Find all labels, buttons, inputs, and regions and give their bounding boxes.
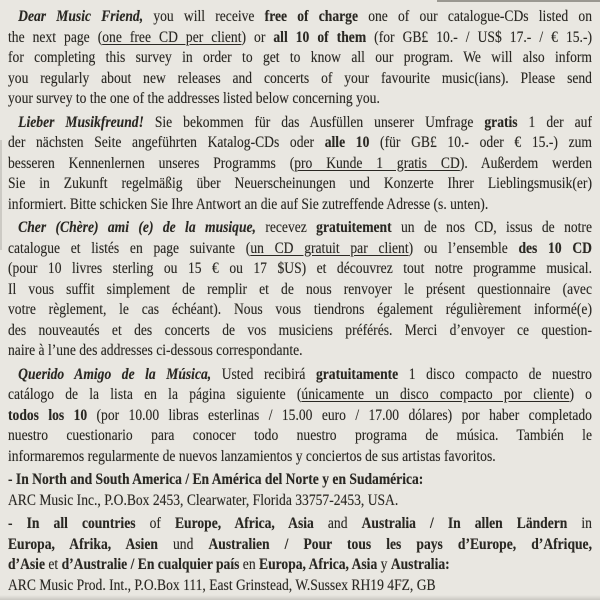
text-segment: Australia / In allen Ländern — [361, 515, 568, 532]
text-segment: d’Australie / En cualquier país — [61, 556, 240, 573]
text-line — [8, 69, 592, 90]
text-segment: nuestro cuestionario para conocer todo nuestro programa de música. También le — [8, 427, 592, 444]
text-line — [8, 341, 592, 362]
text-line — [8, 154, 592, 175]
text-segment: free of charge — [264, 8, 358, 25]
text-line — [8, 385, 592, 406]
text-segment: und — [157, 535, 209, 553]
text-segment: ) ou l’ensemble — [408, 239, 519, 257]
text-segment: - In North and South America / En América del Norte y en Sudamérica: — [8, 471, 424, 488]
text-line — [8, 89, 592, 110]
text-segment: informaremos regularmente de nuevos lanzamientos y conciertos de sus artistas favoritos. — [8, 447, 496, 465]
text-segment: ARC Music Inc., P.O.Box 2453, Clearwater, Florida 33757-2453, USA. — [8, 491, 399, 509]
paragraph-address-rest-of-world — [8, 514, 592, 596]
text-segment: Querido Amigo de la Música, — [18, 365, 212, 383]
text-line — [8, 239, 592, 260]
text-segment: todos los 10 — [8, 406, 88, 424]
text-line — [8, 426, 592, 447]
text-segment: gratuitement — [316, 219, 392, 236]
text-segment: (pour 10 livres sterling ou 15 € ou 17 $US) et découvrez tout notre programme musical. — [8, 260, 592, 277]
text-line — [8, 470, 592, 491]
text-segment: Australien / Pour tous les pays d’Europe, d’Afrique, — [208, 535, 592, 553]
text-segment: one free CD per client — [102, 28, 242, 46]
text-line — [8, 195, 592, 216]
text-segment: d’Asie — [8, 556, 45, 573]
text-segment: gratuitamente — [315, 365, 399, 383]
text-line — [8, 280, 592, 301]
text-segment: votre règlement, le cas échéant). Nous vous tiendrons également régulièrement informé(e) — [8, 301, 592, 318]
text-segment: (für GB£ 10.- oder € 15.-) zum — [369, 134, 592, 151]
text-segment: Dear Music Friend, — [18, 8, 144, 25]
text-segment: your survey to the one of the addresses listed below concerning you. — [8, 90, 380, 107]
text-segment: únicamente un disco compacto por cliente — [301, 386, 570, 403]
text-line — [8, 259, 592, 280]
text-segment: gratis — [484, 113, 518, 131]
text-segment: ) o — [569, 386, 592, 403]
text-segment: informiert. Bitte schicken Sie Ihre Antwort an die auf Sie zutreffende Adresse (s. unten). — [8, 195, 489, 213]
text-segment: catálogo de la lista en la página siguiente ( — [8, 386, 302, 403]
text-line — [8, 535, 592, 556]
text-segment: y — [377, 556, 391, 573]
text-segment: you will receive — [143, 8, 265, 25]
text-segment: naire à l’une des addresses ci-dessous correspondante. — [8, 342, 303, 359]
text-segment: - In all countries — [8, 515, 136, 532]
text-segment: (for GB£ 10.- / US$ 17.- / € 15.-) — [366, 28, 592, 46]
text-line — [8, 447, 592, 468]
text-segment: alle 10 — [324, 134, 370, 151]
text-segment: and — [313, 515, 362, 532]
paragraph-french-intro — [8, 218, 592, 362]
text-line — [8, 576, 592, 597]
text-segment: Europa, Afrika, Asien — [8, 535, 158, 553]
text-segment: ARC Music Prod. Int., P.O.Box 111, East Grinstead, W.Sussex RH19 4FZ, GB — [8, 576, 436, 594]
document-page — [8, 7, 592, 596]
text-line — [8, 48, 592, 69]
text-segment: besseren Kennenlernen unseres Programms ( — [8, 154, 295, 172]
text-segment: one of our catalogue-CDs listed on — [357, 8, 592, 25]
scan-artifact-top-edge — [437, 0, 600, 2]
text-segment: catalogue et listés en page suivante ( — [8, 239, 251, 257]
text-line — [8, 365, 592, 386]
text-segment: Lieber Musikfreund! — [18, 113, 144, 131]
text-segment: Sie in Zukunft regelmäßig über Neuerscheinungen und Konzerte Ihrer Lieblingsmusik(er) — [8, 175, 592, 192]
text-segment: Il vous suffit simplement de remplir et de nous renvoyer le présent questionnaire (avec — [8, 280, 592, 298]
text-segment: (por 10.00 libras esterlinas / 15.00 euro / 17.00 dólares) por haber completado — [87, 406, 592, 424]
text-segment: un de nos CD, issus de notre — [391, 219, 592, 236]
text-segment: Australia: — [390, 556, 450, 573]
paragraph-english-intro — [8, 7, 592, 110]
text-line — [8, 491, 592, 512]
text-line — [8, 321, 592, 342]
paragraph-german-intro — [8, 113, 592, 216]
text-segment: des 10 CD — [518, 239, 592, 257]
text-segment: all 10 of them — [273, 28, 367, 46]
text-segment: of — [135, 515, 175, 532]
text-segment: Europa, Africa, Asia — [259, 556, 378, 573]
text-segment: Europe, Africa, Asia — [174, 515, 314, 532]
text-segment: ) or — [241, 28, 274, 46]
text-segment: un CD gratuit par client — [250, 239, 409, 257]
text-segment: des nouveautés et des concerts de vos musiciens préférés. Merci d’envoyer ce question- — [8, 321, 592, 339]
text-segment: Cher (Chère) ami (e) de la musique, — [18, 219, 256, 236]
text-segment: Usted recibirá — [211, 365, 316, 383]
text-segment: 1 disco compacto de nuestro — [398, 365, 592, 383]
text-line — [8, 174, 592, 195]
text-segment: pro Kunde 1 gratis CD — [294, 154, 460, 172]
text-segment: recevez — [255, 219, 317, 236]
text-line — [8, 406, 592, 427]
paragraph-spanish-intro — [8, 365, 592, 468]
text-segment: Sie bekommen für das Ausfüllen unserer Umfrage — [143, 113, 485, 131]
text-line — [8, 113, 592, 134]
text-line — [8, 7, 592, 28]
text-line — [8, 133, 592, 154]
text-segment: in — [567, 515, 592, 532]
text-segment: you regularly about new releases and concerts of your favourite music(ians). Please send — [8, 69, 592, 87]
text-segment: et — [44, 556, 62, 573]
text-line — [8, 300, 592, 321]
text-segment: ). Außerdem werden — [459, 154, 592, 172]
text-segment: en — [239, 556, 260, 573]
text-line — [8, 555, 592, 576]
text-segment: der nächsten Seite angeführten Katalog-CDs oder — [8, 134, 325, 151]
text-line — [8, 514, 592, 535]
text-segment: the next page ( — [8, 28, 103, 46]
text-segment: 1 der auf — [517, 113, 592, 131]
text-line — [8, 28, 592, 49]
text-line — [8, 218, 592, 239]
paragraph-address-america — [8, 470, 592, 511]
scan-artifact-left-edge — [0, 140, 2, 250]
text-segment: for completing this survey in order to get to know all our program. We will also inform — [8, 49, 592, 66]
